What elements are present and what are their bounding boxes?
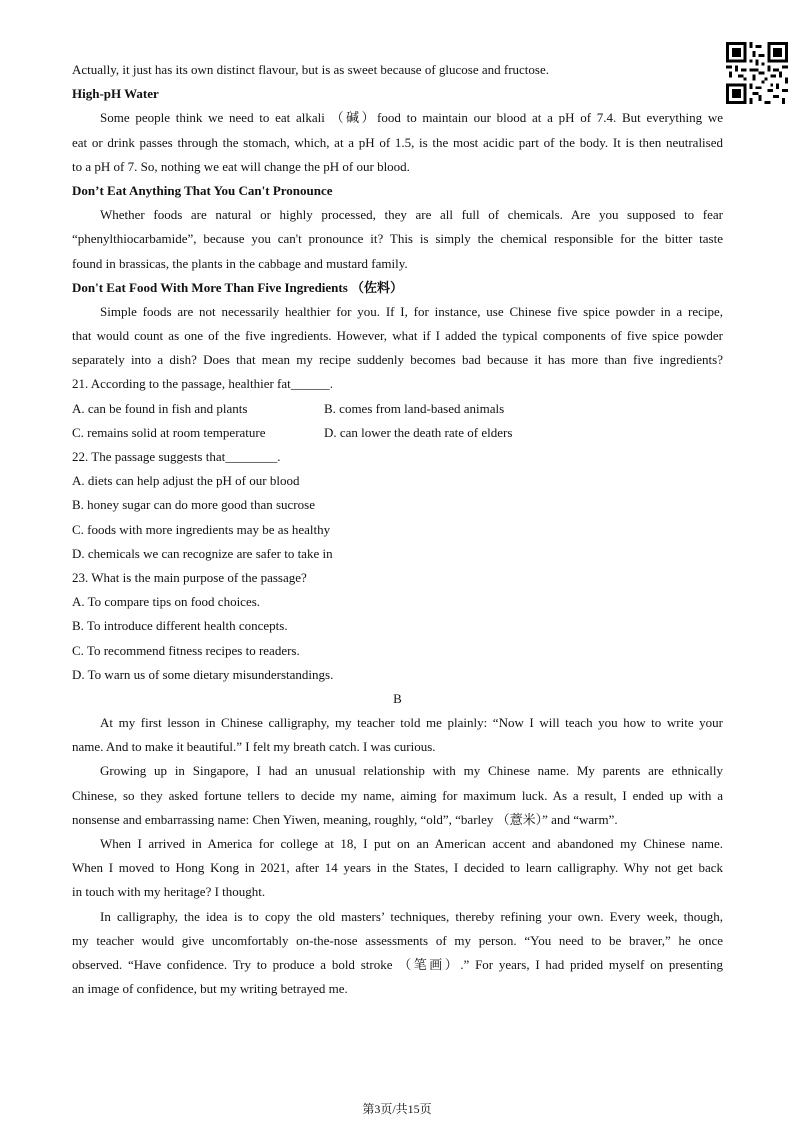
option-c: C. remains solid at room temperature <box>72 424 266 440</box>
paragraph-line: in touch with my heritage? I thought. <box>72 884 266 900</box>
option-b: B. To introduce different health concepts. <box>72 618 288 634</box>
page-number: 第3页/共15页 <box>362 1102 432 1116</box>
option-d: D. To warn us of some dietary misunderstandings. <box>72 666 334 682</box>
question-21: 21. According to the passage, healthier fat______. <box>72 376 334 392</box>
paragraph-line: Some people think we need to eat alkali （碱）food to maintain our blood at a pH of 7.4. But everything we <box>100 110 723 126</box>
option-b: B. comes from land-based animals <box>324 400 505 416</box>
option-a: A. To compare tips on food choices. <box>72 594 261 610</box>
paragraph-line: When I moved to Hong Kong in 2021, after 14 years in the States, I decided to learn calligraphy. Why not get back <box>72 860 723 876</box>
question-22: 22. The passage suggests that________. <box>72 449 281 464</box>
paragraph-line: found in brassicas, the plants in the cabbage and mustard family. <box>72 255 408 271</box>
option-a: A. can be found in fish and plants <box>72 400 248 416</box>
qr-code-icon <box>726 42 788 104</box>
paragraph-line: Growing up in Singapore, I had an unusual relationship with my Chinese name. My parents are ethnically <box>100 763 723 779</box>
option-d: D. chemicals we can recognize are safer to take in <box>72 545 333 561</box>
paragraph-line: name. And to make it beautiful.” I felt my breath catch. I was curious. <box>72 739 436 755</box>
paragraph-line: Actually, it just has its own distinct flavour, but is as sweet because of glucose and fructose. <box>72 62 550 77</box>
paragraph-line: that would count as one of the five ingredients. However, what if I added the typical components of five spice powder <box>72 328 723 344</box>
option-c: C. To recommend fitness recipes to readers. <box>72 642 300 658</box>
document-body <box>72 58 723 1001</box>
paragraph-line: nonsense and embarrassing name: Chen Yiwen, meaning, roughly, “old”, “barley （薏米）” and “warm”. <box>72 811 618 827</box>
option-d: D. can lower the death rate of elders <box>324 424 513 440</box>
paragraph-line: an image of confidence, but my writing betrayed me. <box>72 981 348 997</box>
question-23: 23. What is the main purpose of the passage? <box>72 569 307 585</box>
paragraph-line: observed. “Have confidence. Try to produce a bold stroke （笔画）.” For years, I had prided myself on presenting <box>72 956 723 972</box>
paragraph-line: eat or drink passes through the stomach, which, at a pH of 1.5, is the most acidic part of the body. It is then neutralised <box>72 134 723 150</box>
paragraph-line: to a pH of 7. So, nothing we eat will change the pH of our blood. <box>72 158 410 174</box>
paragraph-line: Chinese, so they asked fortune tellers to decide my name, aiming for maximum luck. As a result, I ended up with a <box>72 787 723 803</box>
section-heading: Don’t Eat Anything That You Can't Pronounce <box>72 182 333 198</box>
paragraph-line: When I arrived in America for college at 18, I put on an American accent and abandoned my Chinese name. <box>100 836 723 851</box>
option-b: B. honey sugar can do more good than sucrose <box>72 497 315 513</box>
paragraph-line: my teacher would give uncomfortably on-the-nose assessments of my person. “You need to be braver,” he once <box>72 932 723 948</box>
paragraph-line: At my first lesson in Chinese calligraphy, my teacher told me plainly: “Now I will teach you how to write your <box>100 715 723 731</box>
paragraph-line: In calligraphy, the idea is to copy the old masters’ techniques, thereby refining your own. Every week, though, <box>100 908 723 924</box>
section-heading: Don't Eat Food With More Than Five Ingredients （佐料） <box>72 279 404 295</box>
question-options-row <box>72 397 723 421</box>
section-heading: High-pH Water <box>72 86 159 102</box>
paragraph-line: “phenylthiocarbamide”, because you can't pronounce it? This is simply the chemical responsible for the bitter taste <box>72 231 723 247</box>
option-c: C. foods with more ingredients may be as healthy <box>72 521 331 537</box>
question-options-row <box>72 421 723 445</box>
option-a: A. diets can help adjust the pH of our blood <box>72 473 300 489</box>
paragraph-line: Whether foods are natural or highly processed, they are all full of chemicals. Are you supposed to fear <box>100 207 723 223</box>
paragraph-line: separately into a dish? Does that mean my recipe suddenly becomes bad because it has more than five ingredients? <box>72 352 723 368</box>
section-title: B <box>393 690 402 706</box>
paragraph-line: Simple foods are not necessarily healthier for you. If I, for instance, use Chinese five spice powder in a recipe, <box>100 303 723 319</box>
